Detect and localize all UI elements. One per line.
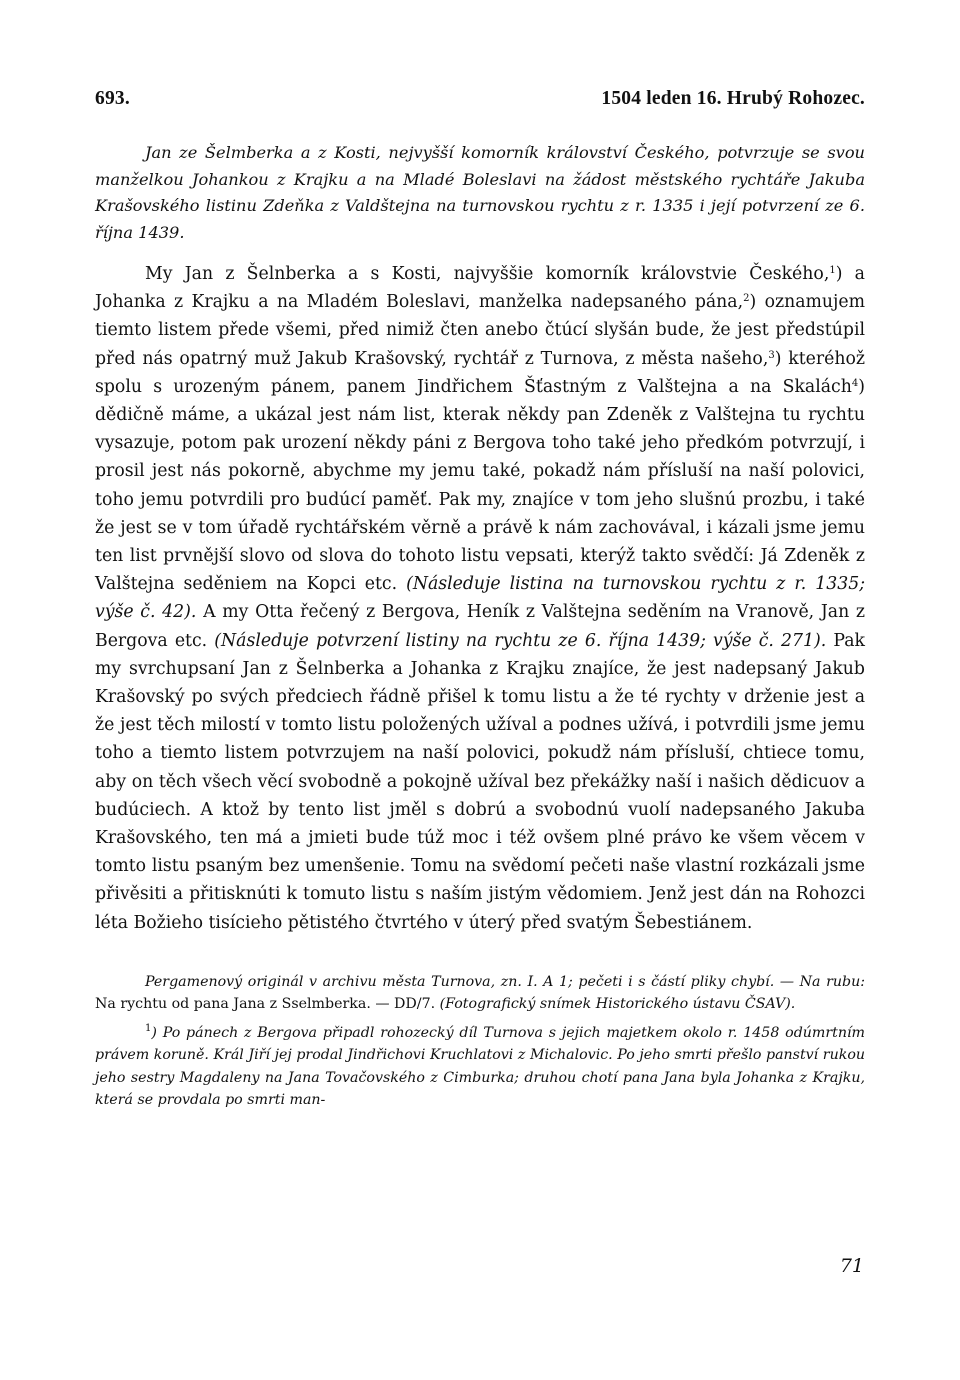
page-number: 71 — [839, 1255, 864, 1277]
page — [95, 88, 865, 1118]
editorial-insert: (Následuje listina na turnovskou rychtu z r. 1335; výše č. 42). — [95, 574, 866, 623]
text-segment: My Jan z Šelnberka a s Kosti, najvyššie komorník královstvie Českého, — [145, 264, 830, 284]
footnote-ref: 1 — [829, 265, 836, 276]
dorsal-note: Na rychtu od pana Jana z Sselmberka. — DD/7. — [95, 996, 436, 1013]
source-description: Pergamenový originál v archivu města Turnova, zn. I. A 1; pečeti i s částí pliky chybí. — Na rubu: — [145, 973, 865, 990]
footnote-1 — [95, 1022, 865, 1112]
footnote-text: ) Po pánech z Bergova připadl rohozecký díl Turnova s jejich majetkem okolo r. 1458 odúmrtním právem koruně. Král Jiří jej prodal Jindřichovi Kruchlatovi z Michalovic. Po jeho smrti přešlo panství rukou jeho sestry Magdaleny na Jana Tovačovského z Cimburka; druhou chotí pana Jana byla Johanka z Krajku, která se provdala po smrti man- — [95, 1024, 865, 1109]
editorial-insert: (Následuje potvrzení listiny na rychtu ze 6. října 1439; výše č. 271). — [214, 630, 827, 651]
text-segment: Pak my svrchupsaní Jan z Šelnberka a Johanka z Krajku znajíce, že jest nadepsaný Jakub Krašovský po svých předciech řádně přišel k tomu listu a že té rychty v drženie jest a že jest těch milostí v tomto listu položených užíval a podnes užívá, i potvrdili jsme jemu toho a tiemto listem potvrzujem na naší polovici, pokudž nám přísluší, chtiece tomu, aby on těch všech věcí svobodně a pokojně užíval bez překážky naší i našich dědicuov a budúciech. A ktož by tento list jměl s dobrú a svobodnú vuolí nadepsaného Jakuba Krašovského, ten má a jmieti bude túž moc i též ovšem plné právo ke všem věcem v tomto listu psaným bez umenšenie. Tomu na svědomí pečeti naše vlastní rozkázali jsme přivěsiti a přitisknúti k tomuto listu s naším jistým vědomiem. Jenž jest dán na Rohozci léta Božieho tisícieho pětistého čtvrtého v úterý před svatým Šebestiánem. — [95, 630, 865, 933]
text-segment: ) oznamujem tiemto listem přede všemi, před nimiž čten anebo čtúcí slyšán bude, že jest předstúpil před nás opatrný muž Jakub Krašovský, rychtář z Turnova, z města našeho, — [95, 292, 865, 369]
apparatus-notes — [95, 971, 865, 1112]
source-note — [95, 971, 865, 1016]
text-segment: A my Otta řečený z Bergova, Heník z Valštejna seděním na Vranově, Jan z Bergova etc. — [95, 602, 865, 651]
regest-summary: Jan ze Šelmberka a z Kosti, nejvyšší komorník království Českého, potvrzuje se svou manželkou Johankou z Krajku a na Mladé Boleslavi na žádost městského rychtáře Jakuba Krašovského listinu Zdeňka z Valdštejna na turnovskou rychtu z r. 1335 i její potvrzení ze 6. října 1439. — [95, 143, 865, 242]
footnote-ref: 2 — [743, 293, 750, 305]
charter-text — [95, 260, 865, 937]
document-date-title: 1504 leden 16. Hrubý Rohozec. — [601, 88, 865, 109]
text-segment: ) dědičně máme, a ukázal jest nám list, kterak někdy pan Zdeněk z Valštejna tu rychtu vysazuje, potom pak urození někdy páni z Bergova toho také jeho předkóm potvrzují, i prosil jest nás pokorně, abychme my jemu také, pokadž nám přísluší na naší polovici, toho jemu potvrdili pro budúcí paměť. Pak my, znajíce v tom jeho slušnú prozbu, i také že jest se v tom úřadě rychtářském věrně a právě k nám zachovával, i kázali jsme jemu ten list prvnější slovo od slova do tohoto listu vepsati, kterýž takto svědčí: Já Zdeněk z Valštejna seděniem na Kopci etc. — [95, 376, 865, 595]
photo-note: (Fotografický snímek Historického ústavu ČSAV). — [439, 996, 796, 1013]
text-segment: ) a Johanka z Krajku a na Mladém Boleslavi, manželka nadepsaného pána, — [95, 264, 865, 313]
footnote-ref: 4 — [851, 377, 859, 389]
document-number: 693. — [95, 88, 130, 109]
footnote-ref: 3 — [768, 349, 775, 361]
running-header — [95, 88, 865, 124]
text-segment: ) kteréhož spolu s urozeným pánem, panem Jindřichem Šťastným z Valštejna a na Skalách — [95, 348, 865, 397]
footnote-mark: 1 — [145, 1022, 152, 1034]
